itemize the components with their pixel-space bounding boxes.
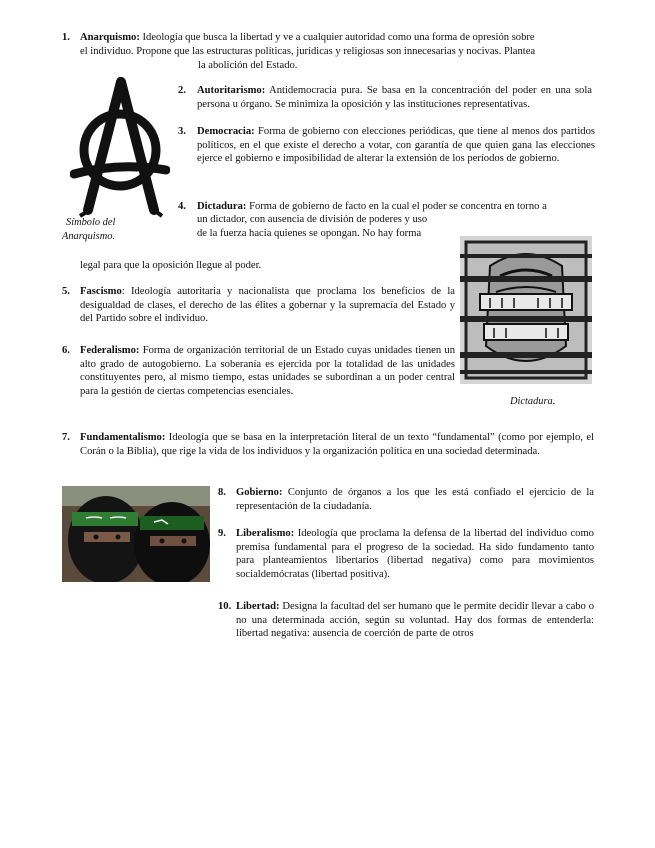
definition-paragraph: [236, 600, 594, 641]
definition-line: legal para que la oposición llegue al poder.: [80, 260, 262, 271]
definition-text: Forma de gobierno con elecciones periódicas, que tiene al menos dos partidos políticos, en el que existe el derecho a votar, con garantía de que quien gana las elecciones ejerce el gobierno e imposibilidad de alterar la extensión de los períodos de gobierno.: [197, 126, 596, 165]
definition-text: Conjunto de órganos a los que les está confiado el ejercicio de la representación de la ciudadanía.: [236, 487, 595, 512]
item-number: 8.: [218, 487, 226, 498]
item-number: 9.: [218, 528, 226, 539]
definition-text: Ideología que se basa en la interpretación literal de un texto “fundamental” (como por ejemplo, el Corán o la Biblia), que rige la vida de los individuos y la organización política en una sociedad determinada.: [80, 432, 594, 457]
definition-paragraph: [80, 344, 455, 398]
definition-paragraph: [80, 431, 594, 458]
definition-line: un dictador, con ausencia de división de poderes y uso: [197, 214, 428, 225]
item-number: 2.: [178, 85, 186, 96]
definition-term: Liberalismo:: [236, 528, 295, 539]
definition-term: Anarquismo:: [80, 32, 140, 43]
anarchy-caption-line2: Anarquismo.: [62, 231, 116, 242]
definition-text: Designa la facultad del ser humano que le permite decidir llevar a cabo o no una determinada acción, según su voluntad. Hay dos formas de entenderla: libertad negativa: ausencia de coerción de parte de otros: [236, 601, 594, 640]
definition-line: el individuo. Propone que las estructuras políticas, jurídicas y religiosas son innecesarias y nocivas. Plantea: [80, 46, 536, 57]
anarchy-caption-line1: Símbolo del: [66, 217, 116, 228]
definition-paragraph: [197, 125, 595, 166]
definition-term: Autoritarismo:: [197, 85, 266, 96]
item-number: 5.: [62, 286, 70, 297]
item-number: 1.: [62, 32, 70, 43]
item-number: 6.: [62, 345, 70, 356]
definition-term: Fundamentalismo:: [80, 432, 166, 443]
definition-text: Forma de gobierno de facto en la cual el poder se concentra en torno a: [249, 201, 547, 212]
definition-line: de la fuerza hacia quienes se opongan. No hay forma: [197, 228, 422, 239]
definition-text: Forma de organización territorial de un Estado cuyas unidades tienen un alto grado de autogobierno. La soberanía es ejercida por la totalidad de las unidades constituyentes pero, al mismo tiempo, estas unidades se subordinan a un poder central para la gestión de ciertas competencias esenciales.: [80, 345, 455, 397]
item-number: 4.: [178, 201, 186, 212]
definition-paragraph: [80, 285, 455, 326]
definition-paragraph: [236, 527, 594, 581]
definition-line: [197, 200, 547, 214]
definition-text: Antidemocracia pura. Se basa en la concentración del poder en una sola persona u órgano. Se minimiza la oposición y las instituciones representativas.: [197, 85, 592, 110]
definition-line: la abolición del Estado.: [198, 60, 298, 71]
fundamentalism-image: [62, 486, 210, 582]
definition-term: Fascismo: [80, 286, 122, 297]
anarchy-symbol-image: [70, 70, 170, 218]
definition-text: : Ideología autoritaria y nacionalista que proclama los beneficios de la desigualdad de clases, el derecho de las élites a gobernar y la supremacía del Estado y del Partido sobre el individuo.: [80, 286, 455, 325]
item-number: 10.: [218, 601, 232, 612]
item-number: 7.: [62, 432, 70, 443]
definition-text: Ideología que busca la libertad y ve a cualquier autoridad como una forma de opresión sobre: [142, 32, 535, 43]
definition-text: Ideología que proclama la defensa de la libertad del individuo como premisa fundamental para el progreso de la sociedad. Ha sido fundamento tanto para planteamientos libertarios (libertad negativa) como para movimientos socialdemócratas (libertad positiva).: [236, 528, 594, 580]
definition-term: Federalismo:: [80, 345, 140, 356]
dictatorship-caption: Dictadura.: [510, 396, 556, 407]
definition-term: Gobierno:: [236, 487, 283, 498]
definition-line: [80, 31, 535, 45]
definition-paragraph: [236, 486, 594, 513]
definition-term: Libertad:: [236, 601, 280, 612]
dictatorship-image: [460, 236, 592, 384]
item-number: 3.: [178, 126, 186, 137]
definition-paragraph: [197, 84, 592, 111]
definition-term: Democracia:: [197, 126, 255, 137]
definition-term: Dictadura:: [197, 201, 247, 212]
